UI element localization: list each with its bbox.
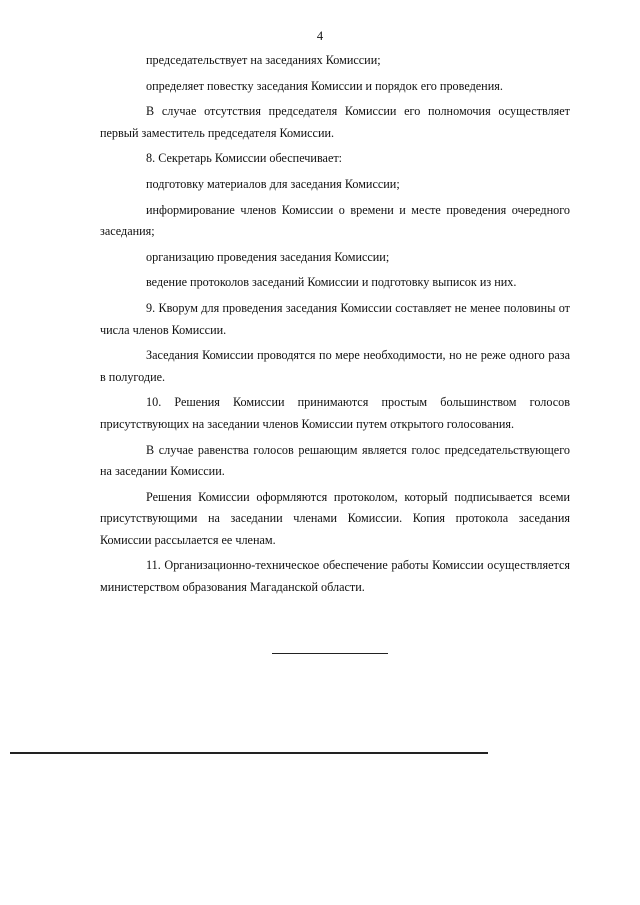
paragraph: организацию проведения заседания Комиссии; bbox=[146, 249, 390, 264]
footer-rule bbox=[10, 752, 488, 754]
end-of-text-dash bbox=[272, 653, 388, 654]
page-number: 4 bbox=[316, 29, 324, 43]
paragraph: 9. Кворум для проведения заседания Комиссии составляет не менее половины от числа членов Комиссии. bbox=[100, 300, 570, 337]
paragraph: определяет повестку заседания Комиссии и порядок его проведения. bbox=[146, 78, 503, 93]
paragraph: В случае равенства голосов решающим является голос председательствующего на заседании Комиссии. bbox=[100, 442, 570, 479]
paragraph: Заседания Комиссии проводятся по мере необходимости, но не реже одного раза в полугодие. bbox=[100, 348, 570, 384]
paragraph: 8. Секретарь Комиссии обеспечивает: bbox=[146, 151, 343, 166]
paragraph: Решения Комиссии оформляются протоколом, который подписывается всеми присутствующими на заседании членами Комиссии. Копия протокола заседания Комиссии рассылается ее членам. bbox=[100, 489, 570, 547]
paragraph: 11. Организационно-техническое обеспечение работы Комиссии осуществляется министерством образования Магаданской области. bbox=[100, 558, 570, 595]
paragraph: В случае отсутствия председателя Комиссии его полномочия осуществляет первый заместитель председателя Комиссии. bbox=[100, 104, 570, 140]
document-body bbox=[100, 50, 570, 599]
paragraph: ведение протоколов заседаний Комиссии и подготовку выписок из них. bbox=[146, 275, 517, 290]
paragraph: подготовку материалов для заседания Комиссии; bbox=[146, 176, 400, 191]
paragraph: 10. Решения Комиссии принимаются простым большинством голосов присутствующих на заседании членов Комиссии путем открытого голосования. bbox=[100, 395, 570, 431]
paragraph: информирование членов Комиссии о времени и месте проведения очередного заседания; bbox=[100, 202, 570, 239]
paragraph: председательствует на заседаниях Комиссии; bbox=[146, 53, 381, 67]
